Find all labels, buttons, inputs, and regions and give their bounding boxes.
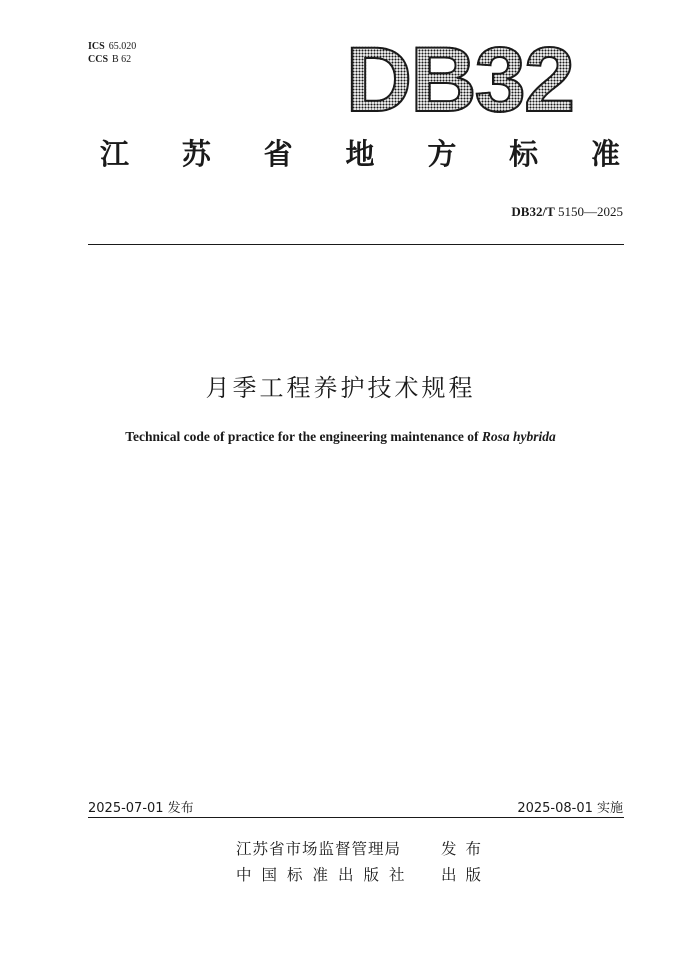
standard-number-value: 5150—2025 <box>558 204 623 219</box>
issuer-name: 江苏省市场监督管理局 <box>236 840 402 858</box>
db32-logo: DB32 <box>345 29 573 131</box>
ccs-code <box>88 53 136 66</box>
header-divider <box>88 244 624 245</box>
ccs-value: B 62 <box>112 54 132 65</box>
standard-type-heading <box>100 134 620 174</box>
printer-name: 中国标准出版社 <box>236 866 415 884</box>
printer-action: 出版 <box>441 866 491 884</box>
standard-number <box>511 204 623 220</box>
ccs-label: CCS <box>88 54 109 65</box>
document-title-zh: 月季工程养护技术规程 <box>205 374 476 402</box>
standard-number-prefix: DB32/T <box>511 204 555 219</box>
ics-code <box>88 40 136 53</box>
standard-type-char: 苏 <box>181 137 211 171</box>
standard-type-char: 省 <box>263 137 293 171</box>
ics-label: ICS <box>88 41 105 52</box>
classification-codes <box>88 40 136 66</box>
document-title-en <box>0 429 681 445</box>
title-en-species: Rosa hybrida <box>481 429 556 444</box>
ics-value: 65.020 <box>108 41 137 52</box>
standard-type-char: 地 <box>345 137 375 171</box>
standard-type-char: 方 <box>427 137 457 171</box>
implement-date: 2025-08-01 实施 <box>517 801 623 816</box>
issue-date: 2025-07-01 发布 <box>88 801 194 816</box>
title-en-main: Technical code of practice for the engineering maintenance of <box>125 429 482 444</box>
standard-type-char: 准 <box>590 137 620 171</box>
footer-divider <box>88 817 624 818</box>
standard-type-char: 江 <box>100 137 130 171</box>
issuer-action: 发布 <box>441 840 491 858</box>
standard-type-char: 标 <box>509 137 539 171</box>
